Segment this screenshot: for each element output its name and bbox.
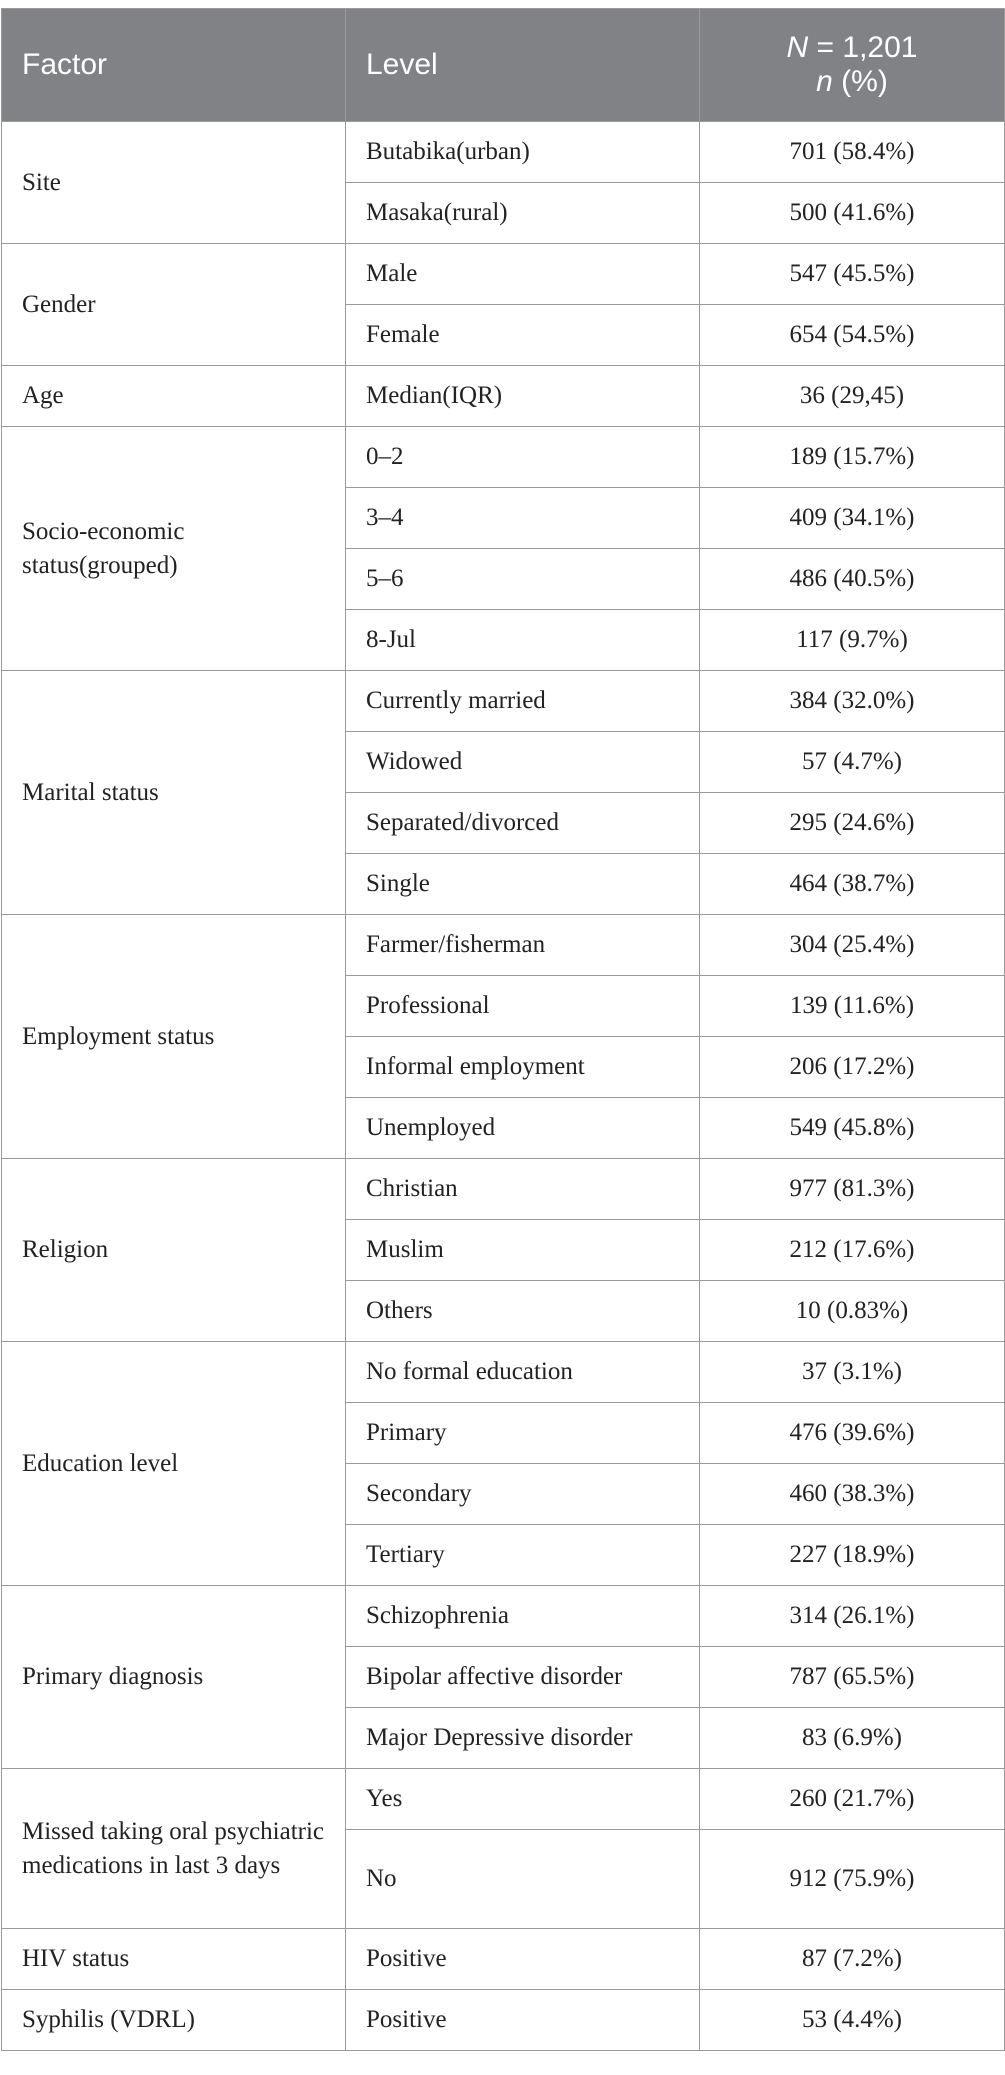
level-cell: Currently married: [346, 671, 700, 732]
level-cell: Bipolar affective disorder: [346, 1647, 700, 1708]
table-row: [2, 1990, 1005, 2051]
factor-cell: Primary diagnosis: [2, 1586, 346, 1769]
value-cell: 464 (38.7%): [700, 854, 1005, 915]
level-cell: 8-Jul: [346, 610, 700, 671]
level-cell: No formal education: [346, 1342, 700, 1403]
value-cell: 10 (0.83%): [700, 1281, 1005, 1342]
table-row: [2, 366, 1005, 427]
level-cell: 0–2: [346, 427, 700, 488]
value-cell: 654 (54.5%): [700, 305, 1005, 366]
table-row: [2, 1159, 1005, 1220]
level-cell: Single: [346, 854, 700, 915]
level-cell: Median(IQR): [346, 366, 700, 427]
value-cell: 36 (29,45): [700, 366, 1005, 427]
value-cell: 189 (15.7%): [700, 427, 1005, 488]
value-cell: 87 (7.2%): [700, 1929, 1005, 1990]
level-cell: No: [346, 1830, 700, 1929]
value-cell: 212 (17.6%): [700, 1220, 1005, 1281]
factor-cell: Syphilis (VDRL): [2, 1990, 346, 2051]
value-cell: 304 (25.4%): [700, 915, 1005, 976]
demographics-table: [1, 8, 1005, 2051]
level-cell: Farmer/fisherman: [346, 915, 700, 976]
table-row: [2, 122, 1005, 183]
value-cell: 53 (4.4%): [700, 1990, 1005, 2051]
value-cell: 117 (9.7%): [700, 610, 1005, 671]
value-cell: 384 (32.0%): [700, 671, 1005, 732]
value-cell: 57 (4.7%): [700, 732, 1005, 793]
factor-cell: Gender: [2, 244, 346, 366]
value-cell: 460 (38.3%): [700, 1464, 1005, 1525]
factor-cell: Employment status: [2, 915, 346, 1159]
table-row: [2, 244, 1005, 305]
value-cell: 500 (41.6%): [700, 183, 1005, 244]
value-cell: 314 (26.1%): [700, 1586, 1005, 1647]
header-count: [700, 9, 1005, 122]
level-cell: Male: [346, 244, 700, 305]
level-cell: Yes: [346, 1769, 700, 1830]
value-cell: 409 (34.1%): [700, 488, 1005, 549]
table-row: [2, 671, 1005, 732]
level-cell: Others: [346, 1281, 700, 1342]
value-cell: 547 (45.5%): [700, 244, 1005, 305]
level-cell: 3–4: [346, 488, 700, 549]
value-cell: 139 (11.6%): [700, 976, 1005, 1037]
level-cell: Secondary: [346, 1464, 700, 1525]
header-n-value: = 1,201: [808, 31, 918, 64]
level-cell: Christian: [346, 1159, 700, 1220]
level-cell: Separated/divorced: [346, 793, 700, 854]
factor-cell: Missed taking oral psychiatric medications in last 3 days: [2, 1769, 346, 1929]
value-cell: 549 (45.8%): [700, 1098, 1005, 1159]
factor-cell: Socio-economic status(grouped): [2, 427, 346, 671]
value-cell: 486 (40.5%): [700, 549, 1005, 610]
level-cell: Informal employment: [346, 1037, 700, 1098]
level-cell: Unemployed: [346, 1098, 700, 1159]
table-row: [2, 1342, 1005, 1403]
value-cell: 787 (65.5%): [700, 1647, 1005, 1708]
table-row: [2, 1929, 1005, 1990]
header-pct-suffix: (%): [832, 65, 888, 98]
table-row: [2, 1769, 1005, 1830]
factor-cell: Site: [2, 122, 346, 244]
level-cell: Positive: [346, 1990, 700, 2051]
factor-cell: Age: [2, 366, 346, 427]
value-cell: 476 (39.6%): [700, 1403, 1005, 1464]
level-cell: Tertiary: [346, 1525, 700, 1586]
factor-cell: Religion: [2, 1159, 346, 1342]
level-cell: Schizophrenia: [346, 1586, 700, 1647]
table-row: [2, 915, 1005, 976]
value-cell: 912 (75.9%): [700, 1830, 1005, 1929]
level-cell: Positive: [346, 1929, 700, 1990]
value-cell: 206 (17.2%): [700, 1037, 1005, 1098]
header-pct-n: n: [816, 65, 833, 98]
value-cell: 295 (24.6%): [700, 793, 1005, 854]
value-cell: 701 (58.4%): [700, 122, 1005, 183]
value-cell: 977 (81.3%): [700, 1159, 1005, 1220]
level-cell: Professional: [346, 976, 700, 1037]
header-level: Level: [346, 9, 700, 122]
table-row: [2, 427, 1005, 488]
header-n-label: N: [786, 31, 809, 64]
table-body: [2, 122, 1005, 2051]
level-cell: Muslim: [346, 1220, 700, 1281]
level-cell: Primary: [346, 1403, 700, 1464]
level-cell: Masaka(rural): [346, 183, 700, 244]
factor-cell: HIV status: [2, 1929, 346, 1990]
table-row: [2, 1586, 1005, 1647]
factor-cell: Marital status: [2, 671, 346, 915]
header-factor: Factor: [2, 9, 346, 122]
level-cell: Butabika(urban): [346, 122, 700, 183]
value-cell: 37 (3.1%): [700, 1342, 1005, 1403]
factor-cell: Education level: [2, 1342, 346, 1586]
level-cell: Female: [346, 305, 700, 366]
level-cell: Major Depressive disorder: [346, 1708, 700, 1769]
level-cell: Widowed: [346, 732, 700, 793]
value-cell: 83 (6.9%): [700, 1708, 1005, 1769]
level-cell: 5–6: [346, 549, 700, 610]
table-header: [2, 9, 1005, 122]
value-cell: 260 (21.7%): [700, 1769, 1005, 1830]
value-cell: 227 (18.9%): [700, 1525, 1005, 1586]
